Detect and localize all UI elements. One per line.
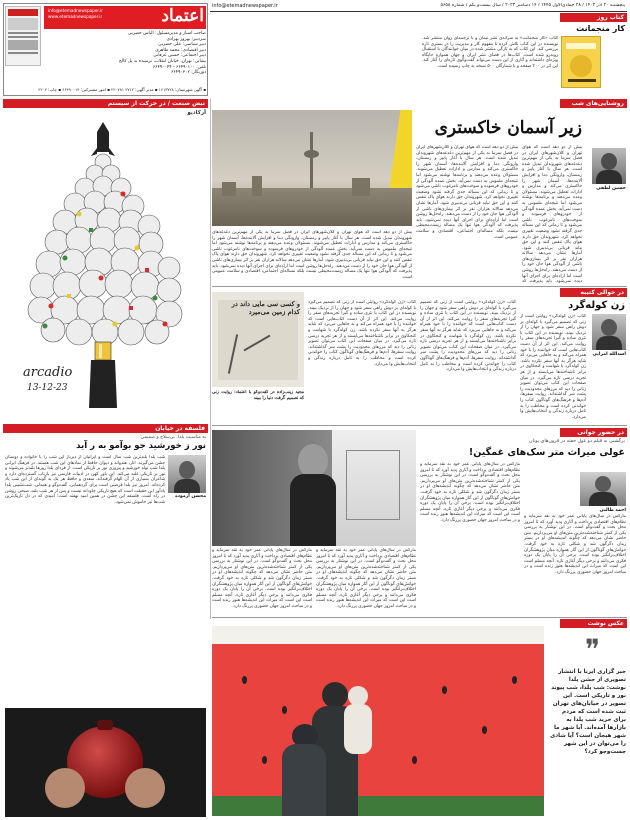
- pomegranate-photo: [5, 708, 206, 817]
- air-body-column-a: بیش از دو دهه است که هوای تهران و کلان‌شهرهای ایران در فصل سرما به یکی از مهم‌ترین دغدغه‌های شهروندان تبدیل شده است. هر سال با آغاز پاییز و زمستان، وارونگی دما و افزایش آلاینده‌ها، آسمان شهر را خاکستری می‌کند و مدارس و ادارات تعطیل می‌شوند. مسئولان وعده می‌دهند و برنامه‌ها نوشته می‌شود اما نتیجه‌ای ملموس به دست نمی‌آید. بخش عمده آلودگی از خودروهای فرسوده و سوخت‌های نامرغوب ناشی می‌شود و تا زمانی که این مساله جدی گرفته نشود وضعیت تغییری نخواهد کرد. شهروندان حق دارند هوای پاک تنفس کنند و این حق نباید قربانی بی‌تدبیری شود. آمارها نشان می‌دهد سالانه هزاران نفر بر اثر بیماری‌های ناشی از آلودگی هوا جان خود را از دست می‌دهند. راه‌حل‌ها روشن است اما اراده‌ای برای اجرای آنها دیده نمی‌شود. باید پذیرفت که: [522, 145, 582, 283]
- caricature-label: آرکادیو: [187, 110, 206, 116]
- caricature-date: 13-12-23: [27, 383, 68, 393]
- email-top: info@etemadnewspaper.ir: [212, 3, 278, 9]
- newspaper-logo: اعتماد: [161, 6, 204, 26]
- staff-line: تلفن: ۶۶۴۹۰۱۰۰ - ۶۶۴۹۰۰۴۴: [152, 64, 206, 70]
- author-name-amraee: اسدالله امرایی: [592, 352, 626, 357]
- staff-line: دورنگار: ۶۶۴۹۰۳۰۲: [170, 70, 206, 76]
- youth-body-column-b: مارکس در سال‌های پایانی عمر خود به نقد سرمایه و نظام‌های اقتصادی پرداخت و آثاری پدید آورد که تا امروز محل بحث و گفت‌وگو است. در این نوشتار به بررسی یکی از کمتر شناخته‌شده‌ترین متن‌های او می‌پردازیم. متن حاضر نشان می‌دهد که چگونه اندیشه‌های او در بستر زمان دگرگون شد و شکلی تازه به خود گرفت. خوانش‌های گوناگون از این آثار همواره میان پژوهشگران اختلاف‌برانگیز بوده است. برخی آن را پایان یک دوره فکری می‌دانند و برخی دیگر آغازی تازه. آنچه مسلم است این است که میراث این اندیشه‌ها هنوز زنده است و در مباحث امروز جهان حضوری پررنگ دارد.: [420, 462, 520, 523]
- caricature-rocket-illustration: [5, 118, 208, 410]
- photo-caption-bottom: خبر گزاری ایرنا با انتشار تصویری از جشن یلدا نوشت: شب یلدا، شب پیوند نور و تاریکی است. این تصویر در خیابان‌های تهران ثبت شده است که مردم برای خرید شب یلدا به بازارها آمده‌اند. آیا شهر ما شهر هیجان است؟ آیا شادی را می‌توان در این شهر جست‌وجو کرد؟: [550, 669, 626, 755]
- staff-footer: ▪ آگهی شهرستان: ۱۶۱۳۷۲۸ ▪ مدیر آگهی: ۲۷۱۲ ۲۲۰۷۸۱ ▪ امور مشترکین: ۶۶۴۹۰۰۱۴ ▪ چاپ: ۲۲۰۴: [38, 87, 206, 92]
- headline-kolagerd: زن کوله‌گرد: [568, 300, 625, 311]
- column-divider: [210, 99, 211, 619]
- masthead-site: www.etemadnewspaper.ir: [48, 14, 103, 19]
- staff-line: دبیر سیاسی: علی حضرتی: [158, 42, 206, 48]
- section-bar-book: کتاب روز: [560, 13, 627, 22]
- section-rule: [212, 425, 627, 426]
- section-bar-air: روشنایی‌های شب: [560, 99, 627, 108]
- yalda-street-photo: [212, 626, 544, 816]
- section-bar-caricature: نبض صنعت / در حرکت از سیستم: [3, 99, 208, 108]
- author-photo-talebi: [580, 472, 626, 506]
- section-bar-philosophy: فلسفه در خیابان: [3, 424, 208, 433]
- staff-list: [44, 31, 206, 76]
- author-name-lotfi: حسین لطفی: [596, 186, 626, 191]
- staff-line: دبیر اجتماعی: حسین عرفانی: [153, 53, 206, 59]
- author-photo-azmoodeh: [168, 455, 206, 493]
- staff-line: سردبیر: بهروز بهزادی: [166, 36, 206, 42]
- author-name-azmoodeh: محسن آزموده: [175, 494, 206, 499]
- philosophy-body: شب یلدا بلندترین شب سال است و ایرانیان از دیرباز این شب را با خانواده و دوستان جشن می‌گیرند. انار، هندوانه و دیوان حافظ از نمادهای این شب هستند. در فرهنگ ایرانی یلدا شب تولد خورشید و پیروزی نور بر تاریکی است. از فردای یلدا روزها بلندتر می‌شوند و نور بر تاریکی غلبه می‌کند. این باور کهن در ادبیات فارسی نیز بازتاب گسترده‌ای دارد و شاعران بسیاری از آن الهام گرفته‌اند. سعدی و حافظ هر یک به گونه‌ای از این شب یاد کرده‌اند. امروز نیز یلدا فرصتی است برای گردهمایی، گفت‌وگو و همدلی. شب‌نشینی یلدا یادآور این حقیقت است که هیچ تاریکی جاودانه نیست و پس از هر شب بلند، صبحی روشن در راه است. فلسفه این جشن در همین امید نهفته است؛ امیدی که در دل تاریک‌ترین شب‌ها نیز خاموش نمی‌شود.: [5, 455, 165, 505]
- section-rule: [212, 286, 627, 287]
- book-cover-image: [561, 36, 601, 88]
- headline-youth: غولی میراث متر سک‌های غمگین!: [468, 447, 625, 458]
- author-name-talebi: احمد طالبی: [599, 508, 626, 513]
- date-line: پنجشنبه ۲۰ آذر ۱۴۰۲ / ۲۸ جمادی‌الاول ۱۴۴۵ / ۱۴ دسامبر ۲۰۲۳ / سال بیست‌و یکم / شماره ۵۶۵۸: [440, 3, 625, 8]
- youth-body-column-d: مارکس در سال‌های پایانی عمر خود به نقد سرمایه و نظام‌های اقتصادی پرداخت و آثاری پدید آورد که تا امروز محل بحث و گفت‌وگو است. در این نوشتار به بررسی یکی از کمتر شناخته‌شده‌ترین متن‌های او می‌پردازیم. متن حاضر نشان می‌دهد که چگونه اندیشه‌های او در بستر زمان دگرگون شد و شکلی تازه به خود گرفت. خوانش‌های گوناگون از این آثار همواره میان پژوهشگران اختلاف‌برانگیز بوده است. برخی آن را پایان یک دوره فکری می‌دانند و برخی دیگر آغازی تازه. آنچه مسلم است این است که میراث این اندیشه‌ها هنوز زنده است و در مباحث امروز جهان حضوری پررنگ دارد.: [316, 548, 416, 609]
- caricature-signature: arcadio: [23, 365, 73, 380]
- kolagerd-photo-caption: مجید زینب‌زاده در گفت‌وگو با اعتماد: روایت زنی که تصمیم گرفت دنیا را ببیند: [212, 390, 304, 401]
- youth-body-column-c: مارکس در سال‌های پایانی عمر خود به نقد سرمایه و نظام‌های اقتصادی پرداخت و آثاری پدید آورد که تا امروز محل بحث و گفت‌وگو است. در این نوشتار به بررسی یکی از کمتر شناخته‌شده‌ترین متن‌های او می‌پردازیم. متن حاضر نشان می‌دهد که چگونه اندیشه‌های او در بستر زمان دگرگون شد و شکلی تازه به خود گرفت. خوانش‌های گوناگون از این آثار همواره میان پژوهشگران اختلاف‌برانگیز بوده است. برخی آن را پایان یک دوره فکری می‌دانند و برخی دیگر آغازی تازه. آنچه مسلم است این است که میراث این اندیشه‌ها هنوز زنده است و در مباحث امروز جهان حضوری پررنگ دارد.: [212, 548, 312, 609]
- staff-line: دبیر اقتصادی: محمد طاهری: [155, 47, 206, 53]
- headline-book: کار منجمانت: [576, 24, 625, 33]
- philosophy-subtitle: به مناسبت یلدا: بی‌سلاح و صمیمی: [140, 435, 206, 440]
- headline-air: زیر آسمان خاکستری: [434, 118, 582, 138]
- youth-subtitle: برگشتی به فیلم دو غول خفته در قرون‌های یونان: [528, 439, 625, 444]
- top-rule: [210, 11, 627, 12]
- book-body: کتاب «کار منجمانت» به سرانه‌ی نشر نیمان و با ترجمه‌ای روان منتشر شد. نویسنده در این کتاب تلاش کرده تا مفهوم کار و مدیریت را در بستری تازه بررسی کند. این کتاب که به تازگی منتشر شده در میان خوانندگان با استقبال روبه‌رو شده است. کتاب‌ها در فضای نشر ایران و جهان همواره جایگاه ویژه‌ای داشته‌اند و آثاری از این دست می‌تواند گفت‌وگوی تازه‌ای را آغاز کند. این اثر در ۲۰۰ صفحه و با شمارگان ۵۰۰ نسخه به چاپ رسیده است.: [422, 36, 558, 69]
- author-photo-amraee: [592, 314, 626, 350]
- masthead-email: info@etemadnewspaper.ir: [48, 8, 103, 13]
- air-body-column-c: بیش از دو دهه است که هوای تهران و کلان‌شهرهای ایران در فصل سرما به یکی از مهم‌ترین دغدغه‌های شهروندان تبدیل شده است. هر سال با آغاز پاییز و زمستان، وارونگی دما و افزایش آلاینده‌ها، آسمان شهر را خاکستری می‌کند و مدارس و ادارات تعطیل می‌شوند. مسئولان وعده می‌دهند و برنامه‌ها نوشته می‌شود اما نتیجه‌ای ملموس به دست نمی‌آید. بخش عمده آلودگی از خودروهای فرسوده و سوخت‌های نامرغوب ناشی می‌شود و تا زمانی که این مساله جدی گرفته نشود وضعیت تغییری نخواهد کرد. شهروندان حق دارند هوای پاک تنفس کنند و این حق نباید قربانی بی‌تدبیری شود. آمارها نشان می‌دهد سالانه هزاران نفر بر اثر بیماری‌های ناشی از آلودگی هوا جان خود را از دست می‌دهند. راه‌حل‌ها روشن است اما اراده‌ای برای اجرای آنها دیده نمی‌شود. باید پذیرفت که آلودگی هوا تنها یک مساله زیست‌محیطی نیست بلکه مساله‌ای اجتماعی، اقتصادی و سلامت عمومی است.: [212, 230, 412, 280]
- kolagerd-body-column-b: کتاب «زن کوله‌گرد» روایتی است از زنی که تصمیم می‌گیرد با کوله‌ای بر دوش راهی سفر شود و جهان را از نزدیک ببیند. نویسنده در این کتاب با نثری ساده و گیرا تجربه‌های سفر را روایت می‌کند. این اثر از آن دست کتاب‌هایی است که خواننده را با خود همراه می‌کند و به جاهایی می‌برد که شاید هرگز به آنها سفر نکرده باشد. زن کوله‌گرد با شهامت و کنجکاوی در برابر ناشناخته‌ها می‌ایستد و از هر تجربه درسی تازه می‌گیرد. در میان صفحات این کتاب می‌توان تصویر زنانی را دید که مرزهای محدودیت را پشت سر گذاشته‌اند. روایت سفرها، آدم‌ها و فرهنگ‌های گوناگون کتاب را خواندنی کرده است و مخاطب را به تامل درباره زندگی و انتخاب‌هایش وا می‌دارد.: [420, 300, 516, 373]
- section-bar-kolagerd: در حوالی کتیبه: [560, 288, 627, 297]
- headline-philosophy: نور ز خورشید جو بوآمو به ر آید: [76, 441, 206, 451]
- quote-mark-icon: ❞: [585, 633, 601, 666]
- youth-body-column-a: مارکس در سال‌های پایانی عمر خود به نقد سرمایه و نظام‌های اقتصادی پرداخت و آثاری پدید آورد که تا امروز محل بحث و گفت‌وگو است. در این نوشتار به بررسی یکی از کمتر شناخته‌شده‌ترین متن‌های او می‌پردازیم. متن حاضر نشان می‌دهد که چگونه اندیشه‌های او در بستر زمان دگرگون شد و شکلی تازه به خود گرفت. خوانش‌های گوناگون از این آثار همواره میان پژوهشگران اختلاف‌برانگیز بوده است. برخی آن را پایان یک دوره فکری می‌دانند و برخی دیگر آغازی تازه. آنچه مسلم است این است که میراث این اندیشه‌ها هنوز زنده است و در مباحث امروز جهان حضوری پررنگ دارد.: [524, 514, 626, 575]
- front-page-thumbnail: [5, 6, 41, 66]
- kolagerd-body-column-a: کتاب «زن کوله‌گرد» روایتی است از زنی که تصمیم می‌گیرد با کوله‌ای بر دوش راهی سفر شود و جهان را از نزدیک ببیند. نویسنده در این کتاب با نثری ساده و گیرا تجربه‌های سفر را روایت می‌کند. این اثر از آن دست کتاب‌هایی است که خواننده را با خود همراه می‌کند و به جاهایی می‌برد که شاید هرگز به آنها سفر نکرده باشد. زن کوله‌گرد با شهامت و کنجکاوی در برابر ناشناخته‌ها می‌ایستد و از هر تجربه درسی تازه می‌گیرد. در میان صفحات این کتاب می‌توان تصویر زنانی را دید که مرزهای محدودیت را پشت سر گذاشته‌اند. روایت سفرها، آدم‌ها و فرهنگ‌های گوناگون کتاب را خواندنی کرده است و مخاطب را به تامل درباره زندگی و انتخاب‌هایش وا می‌دارد.: [520, 314, 586, 420]
- air-body-column-b: بیش از دو دهه است که هوای تهران و کلان‌شهرهای ایران در فصل سرما به یکی از مهم‌ترین دغدغه‌های شهروندان تبدیل شده است. هر سال با آغاز پاییز و زمستان، وارونگی دما و افزایش آلاینده‌ها، آسمان شهر را خاکستری می‌کند و مدارس و ادارات تعطیل می‌شوند. مسئولان وعده می‌دهند و برنامه‌ها نوشته می‌شود اما نتیجه‌ای ملموس به دست نمی‌آید. بخش عمده آلودگی از خودروهای فرسوده و سوخت‌های نامرغوب ناشی می‌شود و تا زمانی که این مساله جدی گرفته نشود وضعیت تغییری نخواهد کرد. شهروندان حق دارند هوای پاک تنفس کنند و این حق نباید قربانی بی‌تدبیری شود. آمارها نشان می‌دهد سالانه هزاران نفر بر اثر بیماری‌های ناشی از آلودگی هوا جان خود را از دست می‌دهند. راه‌حل‌ها روشن است اما اراده‌ای برای اجرای آنها دیده نمی‌شود. باید پذیرفت که آلودگی هوا تنها یک مساله زیست‌محیطی نیست بلکه مساله‌ای اجتماعی، اقتصادی و سلامت عمومی است.: [416, 145, 518, 240]
- photo-section-rule: [212, 617, 627, 618]
- section-bar-youth: در حضور جوانی: [560, 428, 627, 437]
- staff-line: صاحب امتیاز و مدیرمسئول: الیاس حضرتی: [127, 31, 206, 36]
- kolagerd-body-column-c: کتاب «زن کوله‌گرد» روایتی است از زنی که تصمیم می‌گیرد با کوله‌ای بر دوش راهی سفر شود و جهان را از نزدیک ببیند. نویسنده در این کتاب با نثری ساده و گیرا تجربه‌های سفر را روایت می‌کند. این اثر از آن دست کتاب‌هایی است که خواننده را با خود همراه می‌کند و به جاهایی می‌برد که شاید هرگز به آنها سفر نکرده باشد. زن کوله‌گرد با شهامت و کنجکاوی در برابر ناشناخته‌ها می‌ایستد و از هر تجربه درسی تازه می‌گیرد. در میان صفحات این کتاب می‌توان تصویر زنانی را دید که مرزهای محدودیت را پشت سر گذاشته‌اند. روایت سفرها، آدم‌ها و فرهنگ‌های گوناگون کتاب را خواندنی کرده است و مخاطب را به تامل درباره زندگی و انتخاب‌هایش وا می‌دارد.: [308, 300, 416, 367]
- book-cover-text: و کسی سی مایی داند در کدام زمین می‌میرد: [231, 300, 300, 316]
- tehran-skyline-photo: [212, 110, 412, 226]
- author-photo-lotfi: [592, 148, 626, 184]
- staff-line: نشانی: تهران، خیابان انقلاب، نرسیده به پل کالج: [118, 58, 206, 64]
- section-bar-photo: عکس نوشت: [560, 619, 627, 628]
- painter-photo: [212, 430, 416, 546]
